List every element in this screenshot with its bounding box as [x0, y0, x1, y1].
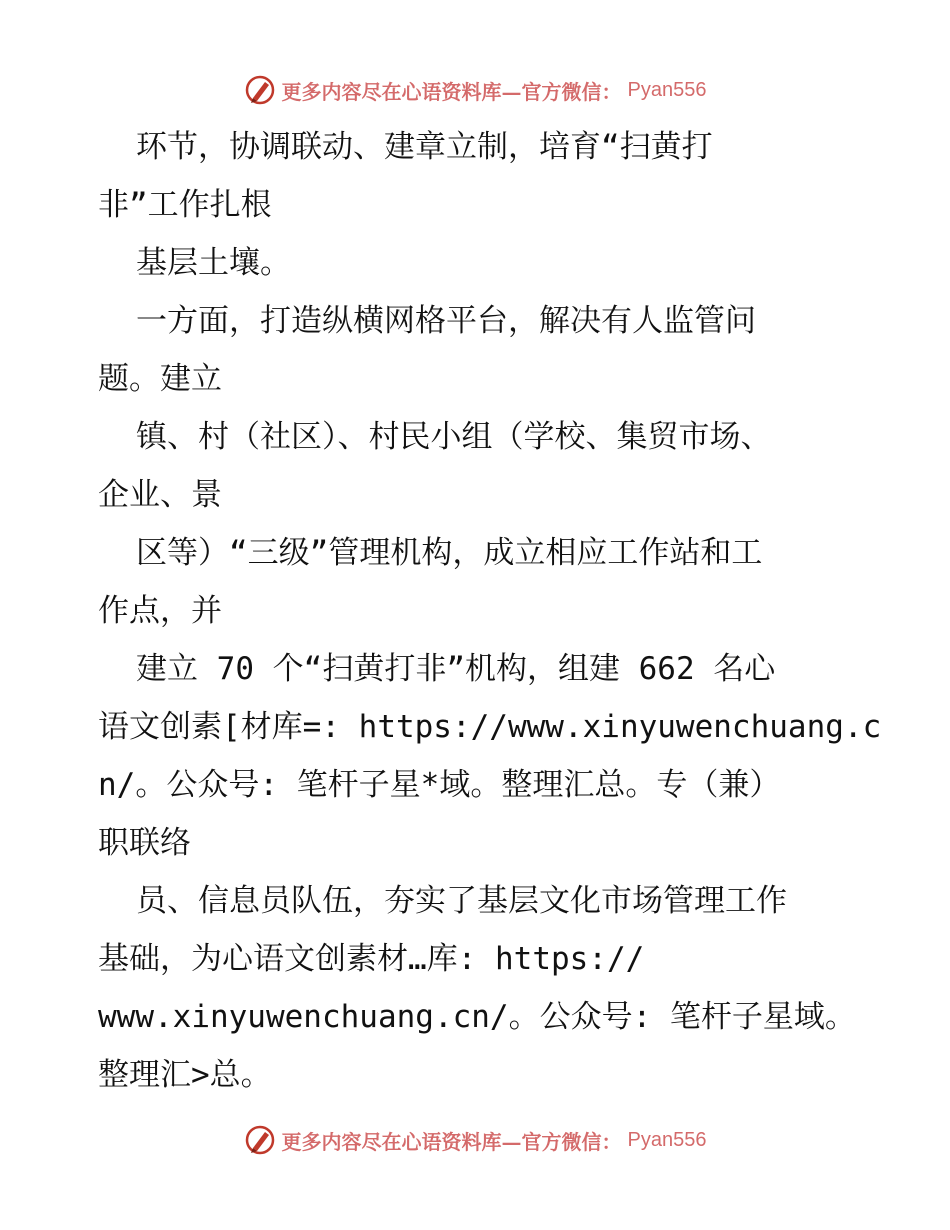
text-line: 镇、村（社区）、村民小组（学校、集贸市场、 — [136, 419, 772, 455]
header-banner-text: 更多内容尽在心语资料库—官方微信： — [281, 79, 622, 104]
text-line: 非”工作扎根 — [98, 187, 272, 223]
text-line: 职联络 — [98, 825, 191, 861]
footer-banner — [0, 1122, 950, 1158]
document-body — [98, 118, 882, 1104]
text-line: 题。建立 — [98, 361, 222, 397]
pen-logo-icon — [244, 74, 276, 106]
pen-logo-icon — [244, 1124, 276, 1156]
text-line: 基层土壤。 — [136, 245, 291, 281]
footer-banner-wechat-id: Pyan556 — [627, 1128, 707, 1151]
text-line: 基础，为心语文创素材…库: https:// — [98, 941, 645, 977]
header-banner-inner — [244, 74, 707, 106]
header-banner — [0, 72, 950, 108]
header-banner-wechat-id: Pyan556 — [627, 78, 707, 101]
text-line: 环节，协调联动、建章立制，培育“扫黄打 — [136, 129, 713, 165]
text-line: 企业、景 — [98, 477, 222, 513]
text-line: 语文创素[材库=: https://www.xinyuwenchuang.c — [98, 709, 882, 745]
text-line: 一方面，打造纵横网格平台，解决有人监管问 — [136, 303, 756, 339]
text-line: www.xinyuwenchuang.cn/。公众号: 笔杆子星域。 — [98, 999, 856, 1035]
footer-banner-inner — [244, 1124, 707, 1156]
text-line: 作点，并 — [98, 593, 222, 629]
text-line: 员、信息员队伍，夯实了基层文化市场管理工作 — [136, 883, 787, 919]
text-line: 区等）“三级”管理机构，成立相应工作站和工 — [136, 535, 763, 571]
text-line: n/。公众号: 笔杆子星*域。整理汇总。专（兼） — [98, 767, 781, 803]
text-line: 整理汇>总。 — [98, 1057, 272, 1093]
text-line: 建立 70 个“扫黄打非”机构，组建 662 名心 — [136, 651, 776, 687]
footer-banner-text: 更多内容尽在心语资料库—官方微信： — [281, 1129, 622, 1154]
